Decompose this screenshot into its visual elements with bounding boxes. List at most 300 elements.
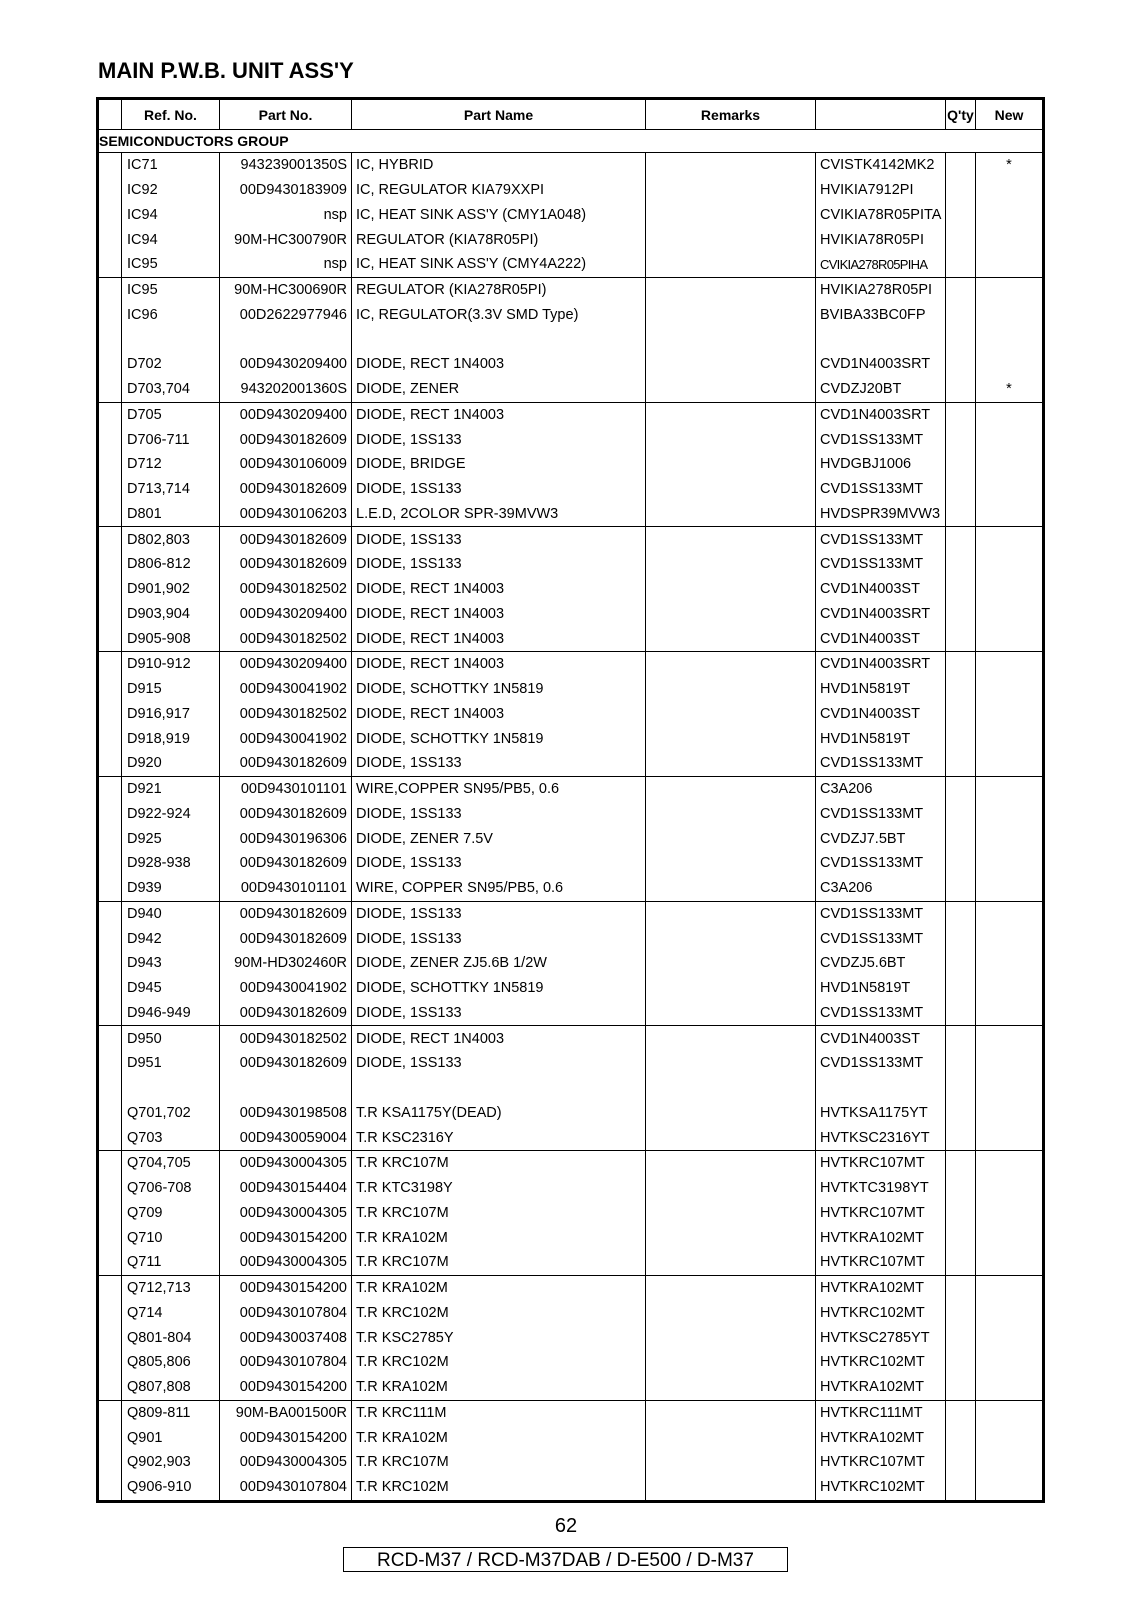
qty-cell <box>946 951 976 976</box>
part-name-cell: DIODE, 1SS133 <box>352 851 646 876</box>
code-cell: CVD1SS133MT <box>816 527 946 552</box>
indent <box>98 876 122 901</box>
part-no-cell: 00D9430004305 <box>220 1201 352 1226</box>
ref-no-cell: IC71 <box>122 153 220 178</box>
new-cell <box>976 1076 1044 1101</box>
indent <box>98 377 122 402</box>
table-row <box>98 826 1044 851</box>
code-cell: CVDZJ5.6BT <box>816 951 946 976</box>
part-no-cell: 00D9430182609 <box>220 926 352 951</box>
table-row <box>98 1051 1044 1076</box>
ref-no-cell: D950 <box>122 1026 220 1051</box>
part-name-cell: DIODE, SCHOTTKY 1N5819 <box>352 677 646 702</box>
qty-cell <box>946 1400 976 1425</box>
remarks-cell <box>646 826 816 851</box>
ref-no-cell: Q709 <box>122 1201 220 1226</box>
qty-cell <box>946 402 976 427</box>
qty-cell <box>946 602 976 627</box>
part-name-cell: DIODE, 1SS133 <box>352 901 646 926</box>
indent <box>98 452 122 477</box>
indent <box>98 626 122 651</box>
new-cell: * <box>976 377 1044 402</box>
code-cell: HVDSPR39MVW3 <box>816 502 946 527</box>
part-no-cell: 00D9430198508 <box>220 1101 352 1126</box>
remarks-cell <box>646 1076 816 1101</box>
part-no-cell: 943239001350S <box>220 153 352 178</box>
ref-no-cell: D951 <box>122 1051 220 1076</box>
new-cell <box>976 751 1044 776</box>
ref-no-cell: D946-949 <box>122 1001 220 1026</box>
part-no-cell: 00D9430154200 <box>220 1225 352 1250</box>
code-cell: CVD1SS133MT <box>816 1051 946 1076</box>
new-cell <box>976 502 1044 527</box>
new-cell <box>976 677 1044 702</box>
code-header <box>816 99 946 130</box>
code-cell: HVTKRA102MT <box>816 1275 946 1300</box>
part-name-cell: DIODE, RECT 1N4003 <box>352 626 646 651</box>
code-cell: CVDZJ7.5BT <box>816 826 946 851</box>
part-name-cell: T.R KRA102M <box>352 1225 646 1250</box>
ref-no-cell: D802,803 <box>122 527 220 552</box>
table-row <box>98 502 1044 527</box>
part-no-cell: 00D9430182609 <box>220 477 352 502</box>
table-row <box>98 1201 1044 1226</box>
qty-cell <box>946 901 976 926</box>
part-no-cell: 00D9430041902 <box>220 677 352 702</box>
qty-cell <box>946 502 976 527</box>
part-name-cell: DIODE, BRIDGE <box>352 452 646 477</box>
qty-cell <box>946 303 976 328</box>
code-cell: HVTKRC102MT <box>816 1350 946 1375</box>
code-cell: HVTKRA102MT <box>816 1425 946 1450</box>
table-row <box>98 402 1044 427</box>
remarks-cell <box>646 377 816 402</box>
part-name-cell: T.R KSA1175Y(DEAD) <box>352 1101 646 1126</box>
new-cell <box>976 1350 1044 1375</box>
qty-cell <box>946 203 976 228</box>
indent <box>98 652 122 677</box>
code-cell: CVD1SS133MT <box>816 802 946 827</box>
part-name-header: Part Name <box>352 99 646 130</box>
part-no-cell: 90M-HD302460R <box>220 951 352 976</box>
table-row <box>98 602 1044 627</box>
table-row <box>98 1475 1044 1501</box>
qty-cell <box>946 1250 976 1275</box>
table-row <box>98 976 1044 1001</box>
qty-cell <box>946 702 976 727</box>
new-cell <box>976 552 1044 577</box>
part-no-cell: 00D9430154200 <box>220 1425 352 1450</box>
new-cell <box>976 851 1044 876</box>
qty-cell <box>946 153 976 178</box>
indent <box>98 203 122 228</box>
remarks-cell <box>646 303 816 328</box>
part-no-cell: 00D9430182502 <box>220 702 352 727</box>
indent <box>98 951 122 976</box>
ref-no-cell: Q711 <box>122 1250 220 1275</box>
new-cell <box>976 876 1044 901</box>
remarks-cell <box>646 203 816 228</box>
ref-no-cell: D921 <box>122 776 220 801</box>
table-row <box>98 1151 1044 1176</box>
code-cell: CVD1N4003SRT <box>816 652 946 677</box>
ref-no-cell: Q809-811 <box>122 1400 220 1425</box>
part-no-cell: 00D9430182609 <box>220 901 352 926</box>
ref-no-cell: D705 <box>122 402 220 427</box>
indent <box>98 901 122 926</box>
remarks-cell <box>646 1101 816 1126</box>
code-cell: BVIBA33BC0FP <box>816 303 946 328</box>
code-cell: CVD1N4003SRT <box>816 352 946 377</box>
remarks-cell <box>646 1325 816 1350</box>
code-cell: CVD1SS133MT <box>816 552 946 577</box>
remarks-cell <box>646 402 816 427</box>
qty-cell <box>946 1375 976 1400</box>
part-no-cell: 00D9430196306 <box>220 826 352 851</box>
qty-cell <box>946 552 976 577</box>
indent <box>98 1051 122 1076</box>
table-row <box>98 477 1044 502</box>
indent <box>98 851 122 876</box>
qty-cell <box>946 1151 976 1176</box>
qty-cell <box>946 626 976 651</box>
qty-cell <box>946 1076 976 1101</box>
ref-no-cell: D903,904 <box>122 602 220 627</box>
table-row <box>98 1325 1044 1350</box>
remarks-cell <box>646 901 816 926</box>
table-header-row <box>98 99 1044 130</box>
new-cell <box>976 602 1044 627</box>
remarks-cell <box>646 1450 816 1475</box>
qty-cell <box>946 1425 976 1450</box>
remarks-cell <box>646 1176 816 1201</box>
qty-cell <box>946 277 976 302</box>
part-no-cell <box>220 1076 352 1101</box>
new-cell <box>976 1250 1044 1275</box>
remarks-cell <box>646 677 816 702</box>
ref-no-cell: IC94 <box>122 227 220 252</box>
indent <box>98 1176 122 1201</box>
new-cell: * <box>976 153 1044 178</box>
part-no-cell: 00D9430154200 <box>220 1275 352 1300</box>
indent <box>98 976 122 1001</box>
indent <box>98 252 122 277</box>
remarks-cell <box>646 652 816 677</box>
part-no-cell: 00D9430182609 <box>220 427 352 452</box>
code-cell: CVD1SS133MT <box>816 1001 946 1026</box>
remarks-cell <box>646 951 816 976</box>
part-name-cell: DIODE, 1SS133 <box>352 527 646 552</box>
new-cell <box>976 626 1044 651</box>
code-cell: CVD1N4003ST <box>816 1026 946 1051</box>
indent-header <box>98 99 122 130</box>
table-row <box>98 776 1044 801</box>
code-cell: HVTKRC107MT <box>816 1151 946 1176</box>
remarks-cell <box>646 751 816 776</box>
part-no-cell: 00D9430004305 <box>220 1450 352 1475</box>
table-row <box>98 702 1044 727</box>
indent <box>98 402 122 427</box>
indent <box>98 726 122 751</box>
table-row <box>98 1125 1044 1150</box>
code-cell: CVD1SS133MT <box>816 851 946 876</box>
code-cell: HVIKIA278R05PI <box>816 277 946 302</box>
code-cell: CVIKIA78R05PITA <box>816 203 946 228</box>
part-name-cell: IC, HYBRID <box>352 153 646 178</box>
new-cell <box>976 1425 1044 1450</box>
code-cell: CVD1SS133MT <box>816 477 946 502</box>
part-name-cell: DIODE, SCHOTTKY 1N5819 <box>352 726 646 751</box>
ref-no-cell: Q906-910 <box>122 1475 220 1501</box>
remarks-header: Remarks <box>646 99 816 130</box>
new-cell <box>976 776 1044 801</box>
qty-cell <box>946 1475 976 1501</box>
ref-no-cell: D939 <box>122 876 220 901</box>
page-title: MAIN P.W.B. UNIT ASS'Y <box>98 58 354 83</box>
table-row <box>98 652 1044 677</box>
part-name-cell: T.R KRC107M <box>352 1151 646 1176</box>
ref-no-cell: D925 <box>122 826 220 851</box>
code-cell: CVD1N4003ST <box>816 626 946 651</box>
qty-cell <box>946 851 976 876</box>
part-name-cell <box>352 1076 646 1101</box>
new-cell <box>976 901 1044 926</box>
new-cell <box>976 1475 1044 1501</box>
part-name-cell: DIODE, SCHOTTKY 1N5819 <box>352 976 646 1001</box>
code-cell: HVDGBJ1006 <box>816 452 946 477</box>
part-no-cell: 90M-HC300790R <box>220 227 352 252</box>
remarks-cell <box>646 851 816 876</box>
qty-cell <box>946 826 976 851</box>
new-cell <box>976 327 1044 352</box>
table-row <box>98 178 1044 203</box>
remarks-cell <box>646 1051 816 1076</box>
remarks-cell <box>646 626 816 651</box>
code-cell: HVIKIA7912PI <box>816 178 946 203</box>
remarks-cell <box>646 252 816 277</box>
qty-cell <box>946 577 976 602</box>
part-name-cell: DIODE, ZENER 7.5V <box>352 826 646 851</box>
remarks-cell <box>646 876 816 901</box>
indent <box>98 751 122 776</box>
qty-cell <box>946 976 976 1001</box>
part-name-cell: IC, REGULATOR(3.3V SMD Type) <box>352 303 646 328</box>
indent <box>98 227 122 252</box>
remarks-cell <box>646 1125 816 1150</box>
ref-no-cell: D943 <box>122 951 220 976</box>
ref-no-cell: Q902,903 <box>122 1450 220 1475</box>
new-cell <box>976 227 1044 252</box>
part-name-cell: DIODE, ZENER ZJ5.6B 1/2W <box>352 951 646 976</box>
part-name-cell: REGULATOR (KIA78R05PI) <box>352 227 646 252</box>
part-no-cell: 00D9430182609 <box>220 851 352 876</box>
qty-cell <box>946 1450 976 1475</box>
code-cell: CVD1N4003SRT <box>816 602 946 627</box>
new-cell <box>976 1375 1044 1400</box>
part-no-cell: 00D9430182502 <box>220 577 352 602</box>
ref-no-cell: Q703 <box>122 1125 220 1150</box>
table-row <box>98 377 1044 402</box>
remarks-cell <box>646 1301 816 1326</box>
code-cell: HVTKRC107MT <box>816 1250 946 1275</box>
indent <box>98 1400 122 1425</box>
part-no-cell: 00D9430107804 <box>220 1301 352 1326</box>
part-name-cell: T.R KRC102M <box>352 1475 646 1501</box>
code-cell: CVDZJ20BT <box>816 377 946 402</box>
part-name-cell: DIODE, RECT 1N4003 <box>352 577 646 602</box>
ref-no-cell: Q712,713 <box>122 1275 220 1300</box>
ref-no-cell: D915 <box>122 677 220 702</box>
table-row <box>98 751 1044 776</box>
parts-table <box>96 97 1045 1503</box>
code-cell: C3A206 <box>816 876 946 901</box>
code-cell: HVTKSA1175YT <box>816 1101 946 1126</box>
qty-cell <box>946 876 976 901</box>
remarks-cell <box>646 452 816 477</box>
remarks-cell <box>646 552 816 577</box>
new-cell <box>976 1101 1044 1126</box>
code-cell: HVTKRA102MT <box>816 1375 946 1400</box>
new-cell <box>976 1151 1044 1176</box>
ref-no-cell: Q704,705 <box>122 1151 220 1176</box>
part-no-cell: 00D9430106203 <box>220 502 352 527</box>
ref-no-cell: D713,714 <box>122 477 220 502</box>
code-cell: CVD1SS133MT <box>816 427 946 452</box>
indent <box>98 352 122 377</box>
new-cell <box>976 477 1044 502</box>
ref-no-cell: Q701,702 <box>122 1101 220 1126</box>
ref-no-cell: IC92 <box>122 178 220 203</box>
remarks-cell <box>646 502 816 527</box>
qty-cell <box>946 1101 976 1126</box>
ref-no-cell: Q901 <box>122 1425 220 1450</box>
indent <box>98 427 122 452</box>
new-cell <box>976 826 1044 851</box>
qty-cell <box>946 1201 976 1226</box>
qty-cell <box>946 178 976 203</box>
qty-cell <box>946 252 976 277</box>
new-cell <box>976 1125 1044 1150</box>
table-row <box>98 1250 1044 1275</box>
indent <box>98 303 122 328</box>
qty-cell <box>946 1026 976 1051</box>
qty-cell <box>946 427 976 452</box>
remarks-cell <box>646 1026 816 1051</box>
ref-no-cell: D942 <box>122 926 220 951</box>
ref-no-cell: D702 <box>122 352 220 377</box>
part-name-cell: T.R KRC111M <box>352 1400 646 1425</box>
new-cell <box>976 802 1044 827</box>
part-no-cell: 00D9430182502 <box>220 1026 352 1051</box>
part-no-cell: 00D9430182609 <box>220 1001 352 1026</box>
indent <box>98 527 122 552</box>
model-footer: RCD-M37 / RCD-M37DAB / D-E500 / D-M37 <box>343 1547 788 1572</box>
part-no-cell: 00D9430101101 <box>220 776 352 801</box>
table-row <box>98 926 1044 951</box>
code-cell <box>816 1076 946 1101</box>
indent <box>98 1151 122 1176</box>
code-cell: HVTKRC102MT <box>816 1475 946 1501</box>
part-name-cell: DIODE, 1SS133 <box>352 926 646 951</box>
indent <box>98 702 122 727</box>
table-row <box>98 1375 1044 1400</box>
remarks-cell <box>646 1201 816 1226</box>
ref-no-cell: D905-908 <box>122 626 220 651</box>
table-row <box>98 303 1044 328</box>
new-cell <box>976 577 1044 602</box>
ref-no-cell: Q801-804 <box>122 1325 220 1350</box>
part-name-cell: DIODE, RECT 1N4003 <box>352 602 646 627</box>
part-name-cell: T.R KTC3198Y <box>352 1176 646 1201</box>
part-no-cell: nsp <box>220 252 352 277</box>
qty-cell <box>946 1325 976 1350</box>
part-no-cell: 00D9430209400 <box>220 352 352 377</box>
new-cell <box>976 1026 1044 1051</box>
indent <box>98 1450 122 1475</box>
indent <box>98 1076 122 1101</box>
table-row <box>98 352 1044 377</box>
part-no-cell: 00D9430183909 <box>220 178 352 203</box>
part-name-cell: T.R KRA102M <box>352 1425 646 1450</box>
indent <box>98 926 122 951</box>
new-cell <box>976 1176 1044 1201</box>
remarks-cell <box>646 1400 816 1425</box>
code-cell: HVD1N5819T <box>816 677 946 702</box>
part-name-cell: DIODE, 1SS133 <box>352 751 646 776</box>
qty-cell <box>946 1350 976 1375</box>
code-cell: HVD1N5819T <box>816 976 946 1001</box>
table-row <box>98 227 1044 252</box>
part-no-cell: 00D9430209400 <box>220 402 352 427</box>
qty-cell <box>946 1051 976 1076</box>
ref-no-cell: Q807,808 <box>122 1375 220 1400</box>
part-no-cell: 00D9430154404 <box>220 1176 352 1201</box>
remarks-cell <box>646 1001 816 1026</box>
part-name-cell: DIODE, 1SS133 <box>352 552 646 577</box>
indent <box>98 327 122 352</box>
code-cell: HVTKSC2316YT <box>816 1125 946 1150</box>
part-no-cell: 00D9430154200 <box>220 1375 352 1400</box>
table-row <box>98 153 1044 178</box>
remarks-cell <box>646 1151 816 1176</box>
new-cell <box>976 352 1044 377</box>
code-cell: CVD1SS133MT <box>816 751 946 776</box>
indent <box>98 802 122 827</box>
table-row <box>98 951 1044 976</box>
part-name-cell: DIODE, 1SS133 <box>352 802 646 827</box>
indent <box>98 1001 122 1026</box>
remarks-cell <box>646 227 816 252</box>
indent <box>98 1275 122 1300</box>
ref-no-cell: IC94 <box>122 203 220 228</box>
code-cell: HVTKRC102MT <box>816 1301 946 1326</box>
part-name-cell: DIODE, RECT 1N4003 <box>352 652 646 677</box>
table-row <box>98 901 1044 926</box>
part-name-cell: DIODE, RECT 1N4003 <box>352 402 646 427</box>
new-cell <box>976 1450 1044 1475</box>
table-row <box>98 802 1044 827</box>
code-cell: CVD1SS133MT <box>816 901 946 926</box>
remarks-cell <box>646 1375 816 1400</box>
indent <box>98 552 122 577</box>
remarks-cell <box>646 976 816 1001</box>
ref-no-cell: IC96 <box>122 303 220 328</box>
part-name-cell: T.R KRC102M <box>352 1301 646 1326</box>
table-row <box>98 851 1044 876</box>
ref-no-cell: D922-924 <box>122 802 220 827</box>
qty-cell <box>946 477 976 502</box>
table-row <box>98 327 1044 352</box>
